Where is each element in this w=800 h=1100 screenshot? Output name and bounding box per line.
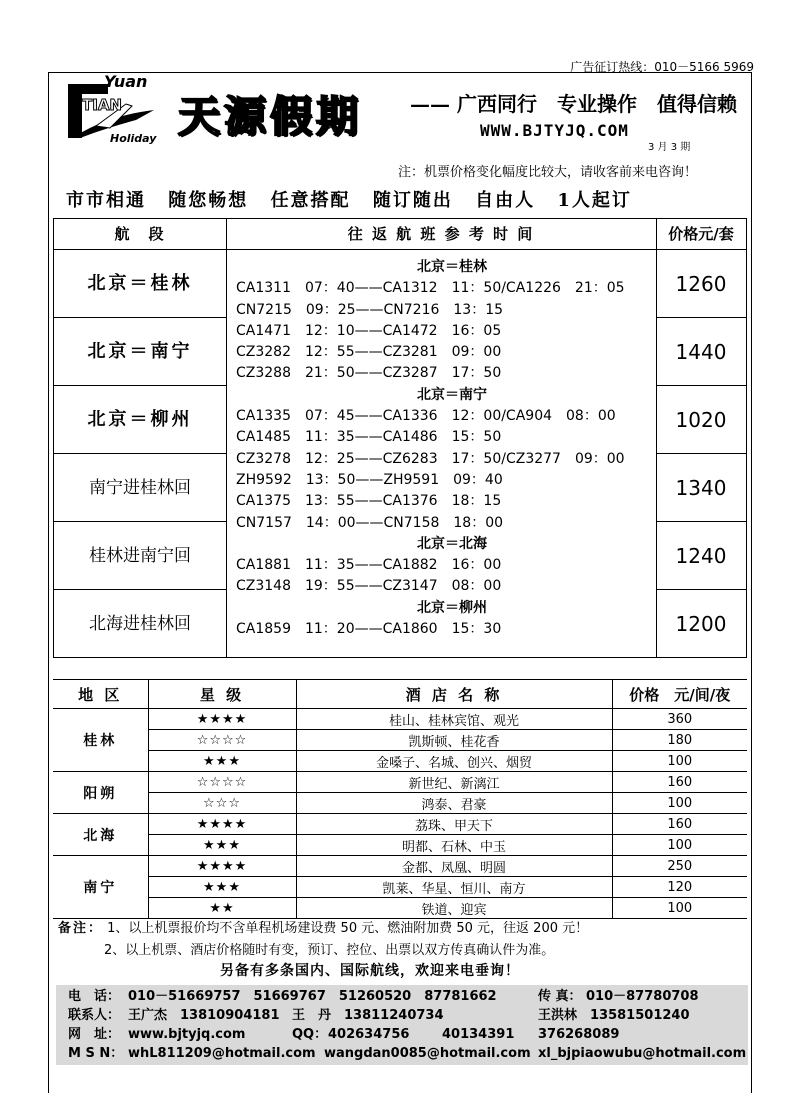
schedule-line: CA1335 07：45——CA1336 12：00/CA904 08：00 <box>236 408 616 425</box>
star-rating: ☆☆☆ <box>148 793 296 814</box>
feature: 随订随出 <box>372 190 453 211</box>
table-row <box>53 856 747 877</box>
schedule-line: CZ3278 12：25——CZ6283 17：50/CZ3277 09：00 <box>236 450 625 467</box>
schedule-line: CZ3282 12：55——CZ3281 09：00 <box>236 344 502 361</box>
schedule-line: CA1375 13：55——CA1376 18：15 <box>236 493 502 510</box>
qq-number: 402634756 <box>328 1027 410 1042</box>
logo-holiday: Holiday <box>110 132 157 145</box>
schedule-line: CA1485 11：35——CA1486 15：50 <box>236 429 502 446</box>
ad-hotline: 广告征订热线：010－5166 5969 <box>570 60 754 74</box>
remarks-label: 备注： <box>58 921 104 936</box>
header-region: 地 区 <box>53 680 148 709</box>
logo <box>66 72 158 148</box>
table-row <box>53 772 747 793</box>
header-times: 往 返 航 班 参 考 时 间 <box>347 225 535 243</box>
logo-tian: TIAN <box>82 96 122 114</box>
region-name: 北海 <box>53 814 148 856</box>
region-name: 阳朔 <box>53 772 148 814</box>
remark-line: 2、以上机票、酒店价格随时有变，预订、控位、出票以双方传真确认件为准。 <box>104 943 555 958</box>
route-name: 南宁进桂林回 <box>89 478 191 498</box>
fax-label: 传 真： <box>538 989 582 1004</box>
feature: 市市相通 <box>66 190 146 211</box>
feature: 随您畅想 <box>168 190 249 211</box>
contact-person: 王洪林 13581501240 <box>538 1008 690 1023</box>
hotel-price: 360 <box>612 709 747 730</box>
hotel-table <box>53 679 747 919</box>
star-rating: ☆☆☆☆ <box>148 730 296 751</box>
schedule-section: 北京＝桂林 <box>417 259 487 275</box>
header-route: 航 段 <box>114 225 166 243</box>
route-name: 北京＝南宁 <box>87 341 193 362</box>
hotel-names: 新世纪、新漓江 <box>296 772 612 793</box>
msn-address: whL811209@hotmail.com <box>128 1046 316 1061</box>
hotel-names: 桂山、桂林宾馆、观光 <box>296 709 612 730</box>
schedule-section: 北京＝北海 <box>417 535 487 552</box>
schedule-line: CA1859 11：20——CA1860 15：30 <box>236 621 502 638</box>
fax-number: 010－87780708 <box>586 989 699 1004</box>
route-name: 北海进桂林回 <box>89 614 191 634</box>
schedule-line: CZ3288 21：50——CZ3287 17：50 <box>236 365 502 382</box>
schedule-section: 北京＝南宁 <box>417 386 487 403</box>
hotel-price: 180 <box>612 730 747 751</box>
star-rating: ★★★ <box>148 751 296 772</box>
star-rating: ☆☆☆☆ <box>148 772 296 793</box>
route-price: 1260 <box>675 272 727 296</box>
star-rating: ★★ <box>148 898 296 919</box>
contact-block <box>56 985 748 1065</box>
header-hotel: 酒 店 名 称 <box>296 680 612 709</box>
web-url[interactable]: www.bjtyjq.com <box>128 1027 246 1042</box>
route-price: 1440 <box>675 340 727 364</box>
slogan: —— 广西同行 专业操作 值得信赖 <box>410 92 737 116</box>
msn-label: M S N： <box>68 1046 124 1061</box>
contact-person: 王 丹 13811240734 <box>292 1008 444 1023</box>
table-row <box>53 751 747 772</box>
hotel-price: 100 <box>612 898 747 919</box>
route-name: 北京＝桂林 <box>87 273 193 294</box>
hotel-price: 160 <box>612 814 747 835</box>
hotel-names: 明都、石林、中玉 <box>296 835 612 856</box>
price-note: 注：机票价格变化幅度比较大，请收客前来电咨询！ <box>398 165 698 180</box>
schedule-section: 北京＝柳州 <box>417 599 487 616</box>
schedule-line: CA1881 11：35——CA1882 16：00 <box>236 557 502 574</box>
remarks <box>58 918 588 962</box>
feature: 任意搭配 <box>270 190 351 211</box>
table-row <box>53 877 747 898</box>
qq-number: 40134391 <box>442 1027 515 1042</box>
table-row <box>53 835 747 856</box>
route-price: 1020 <box>675 408 727 432</box>
qq-number: 376268089 <box>538 1027 620 1042</box>
hotel-names: 凯斯顿、桂花香 <box>296 730 612 751</box>
hotel-price: 250 <box>612 856 747 877</box>
schedule-line: CN7157 14：00——CN7158 18：00 <box>236 514 504 531</box>
qq-label: QQ： <box>292 1027 328 1042</box>
msn-address: xl_bjpiaowubu@hotmail.com <box>538 1046 747 1061</box>
hotel-price: 120 <box>612 877 747 898</box>
phone-numbers: 010－51669757 51669767 51260520 87781662 <box>128 989 497 1004</box>
schedule-line: CN7215 09：25——CN7216 13：15 <box>236 301 504 318</box>
route-price: 1340 <box>675 476 727 500</box>
route-name: 北京＝柳州 <box>87 409 193 430</box>
remark-line: 1、以上机票报价均不含单程机场建设费 50 元、燃油附加费 50 元，往返 200 元！ <box>107 921 589 936</box>
region-name: 桂林 <box>53 709 148 772</box>
flight-table <box>53 218 747 658</box>
table-row <box>53 730 747 751</box>
web-label: 网 址： <box>68 1027 121 1042</box>
hotel-price: 100 <box>612 751 747 772</box>
schedule-line: CA1471 12：10——CA1472 16：05 <box>236 322 502 339</box>
table-row <box>53 709 747 730</box>
feature: 1人起订 <box>557 190 632 211</box>
hotel-names: 鸿泰、君豪 <box>296 793 612 814</box>
route-price: 1200 <box>675 612 727 636</box>
star-rating: ★★★★ <box>148 709 296 730</box>
table-row <box>53 793 747 814</box>
header-hotel-price: 价格 元/间/夜 <box>612 680 747 709</box>
logo-yuan: Yuan <box>104 72 148 91</box>
msn-address: wangdan0085@hotmail.com <box>324 1046 531 1061</box>
schedule-line: CZ3148 19：55——CZ3147 08：00 <box>236 578 502 595</box>
star-rating: ★★★ <box>148 835 296 856</box>
region-name: 南宁 <box>53 856 148 919</box>
star-rating: ★★★★ <box>148 856 296 877</box>
route-name: 桂林进南宁回 <box>89 546 191 566</box>
schedule-line: CA1311 07：40——CA1312 11：50/CA1226 21：05 <box>236 280 625 297</box>
contact-person: 王广杰 13810904181 <box>128 1008 280 1023</box>
hotel-names: 凯莱、华星、恒川、南方 <box>296 877 612 898</box>
star-rating: ★★★★ <box>148 814 296 835</box>
star-rating: ★★★ <box>148 877 296 898</box>
header-stars: 星 级 <box>148 680 296 709</box>
hotel-price: 160 <box>612 772 747 793</box>
issue-number: 3 月 3 期 <box>648 142 691 153</box>
brand-name: 天源假期 <box>178 92 363 141</box>
table-row <box>53 814 747 835</box>
flight-schedule <box>232 257 652 640</box>
table-row <box>53 898 747 919</box>
hotel-price: 100 <box>612 835 747 856</box>
hotel-names: 金都、凤凰、明圆 <box>296 856 612 877</box>
hotel-names: 金嗓子、名城、创兴、烟贸 <box>296 751 612 772</box>
website[interactable]: WWW.BJTYJQ.COM <box>480 121 629 140</box>
features-line <box>66 186 646 212</box>
hotel-price: 100 <box>612 793 747 814</box>
hotel-names: 荔珠、甲天下 <box>296 814 612 835</box>
route-price: 1240 <box>675 544 727 568</box>
feature: 自由人 <box>475 190 536 211</box>
hotel-names: 铁道、迎宾 <box>296 898 612 919</box>
phone-label: 电 话： <box>68 989 121 1004</box>
schedule-line: ZH9592 13：50——ZH9591 09：40 <box>236 471 503 488</box>
header-price: 价格元/套 <box>668 225 734 243</box>
contact-label: 联系人： <box>68 1008 121 1023</box>
extra-routes-note: 另备有多条国内、国际航线，欢迎来电垂询！ <box>220 963 520 979</box>
